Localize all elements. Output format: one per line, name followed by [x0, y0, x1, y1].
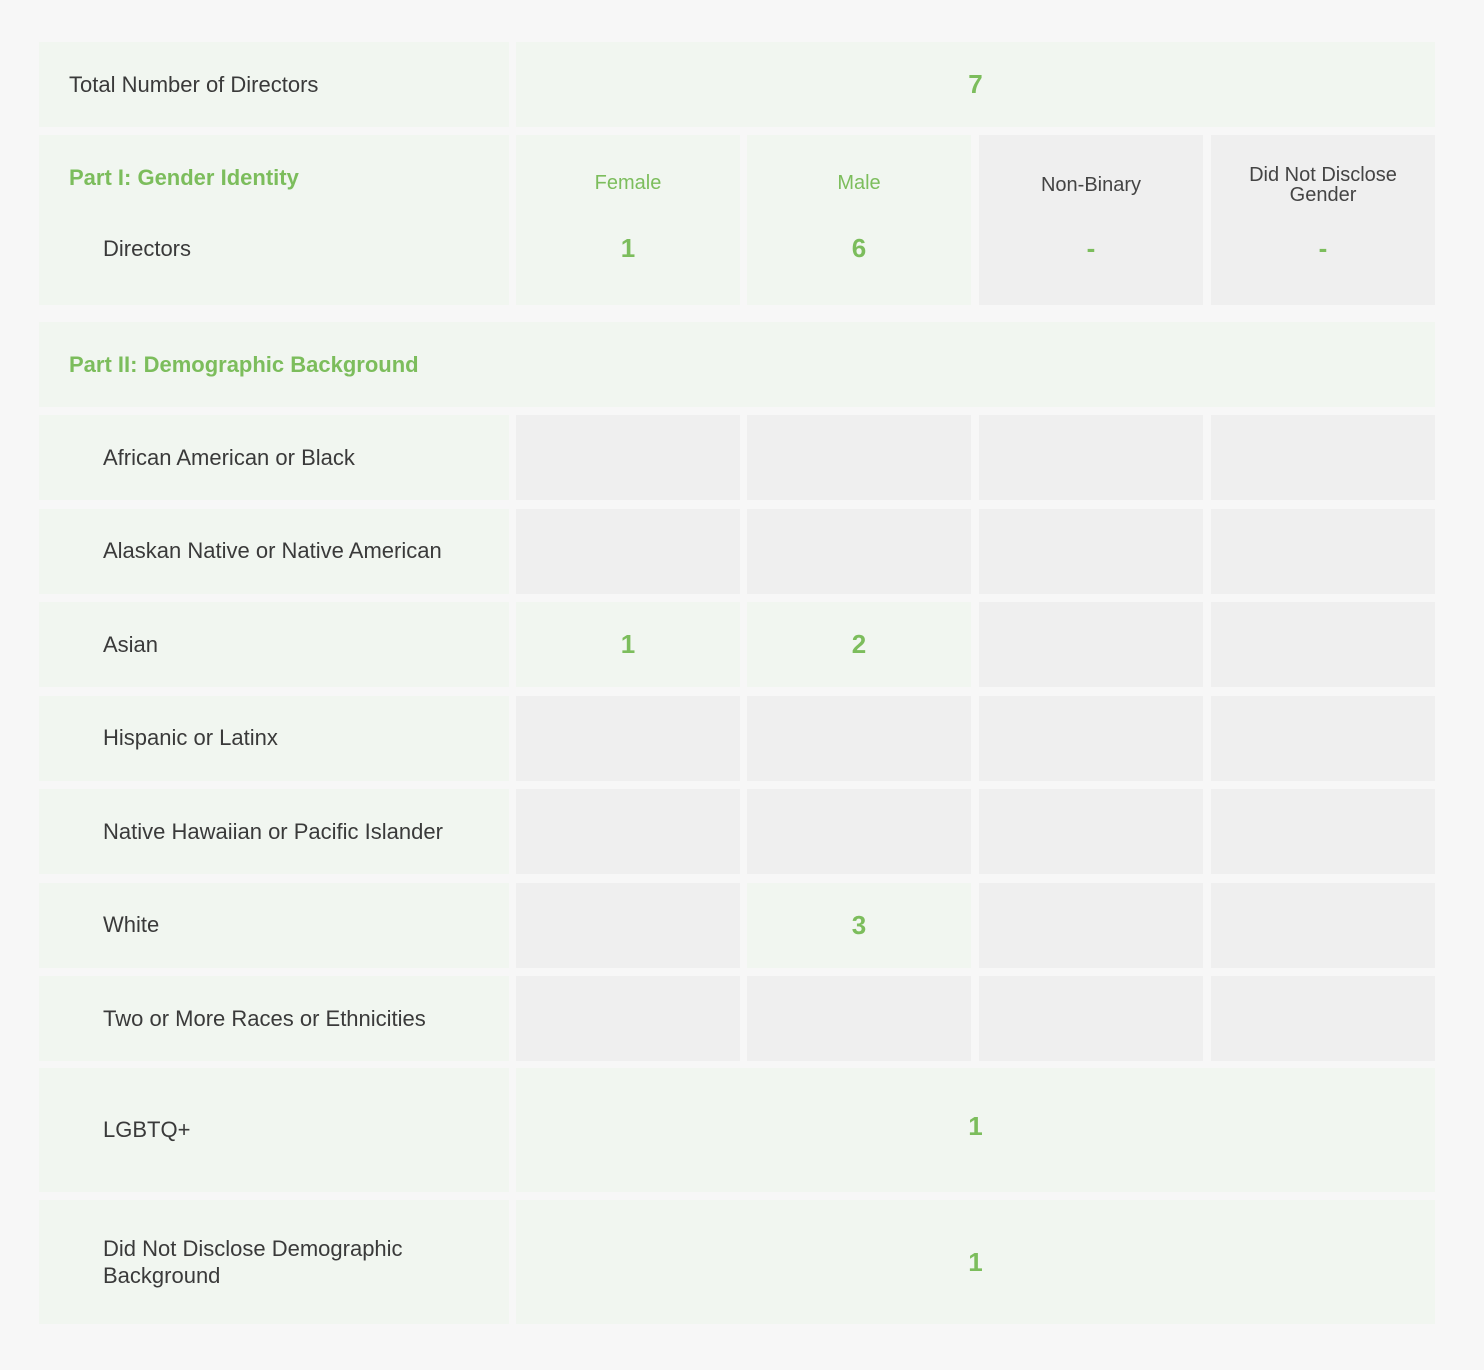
female-column [516, 135, 740, 305]
demographic-value-cell [979, 509, 1203, 594]
demographic-value-cell [747, 696, 971, 781]
male-directors-value: 6 [851, 233, 867, 263]
demographic-row-label: Alaskan Native or Native American [103, 538, 442, 563]
lgbtq-value: 1 [968, 1110, 983, 1141]
female-directors-value: 1 [620, 233, 636, 263]
nonbinary-column [979, 135, 1203, 305]
demographic-value: 3 [851, 909, 867, 940]
part1-heading: Part I: Gender Identity [69, 165, 299, 190]
part1-label-cell [39, 135, 509, 305]
demographic-value-cell [979, 883, 1203, 968]
demographic-value: 1 [620, 629, 636, 659]
male-column [747, 135, 971, 305]
demographic-row-label: White [103, 912, 160, 937]
demographic-value-cell [747, 602, 971, 687]
undisclosed-demographic-value: 1 [968, 1246, 983, 1277]
demographic-row-label: Native Hawaiian or Pacific Islander [103, 818, 443, 844]
demographic-row-label: Hispanic or Latinx [103, 725, 278, 750]
total-label-cell [39, 42, 509, 127]
demographic-value-cell [979, 602, 1203, 687]
demographic-value-cell [1211, 789, 1435, 874]
lgbtq-value-cell [516, 1068, 1435, 1192]
demographic-value-cell [516, 415, 740, 500]
undisclosed-demographic-label-cell [39, 1200, 509, 1324]
demographic-value-cell [1211, 509, 1435, 594]
demographic-value-cell [1211, 976, 1435, 1061]
lgbtq-label-cell [39, 1068, 509, 1192]
demographic-value-cell [747, 883, 971, 968]
demographic-value-cell [747, 789, 971, 874]
demographic-value-cell [979, 789, 1203, 874]
demographic-row-label-cell [39, 696, 509, 781]
directors-label: Directors [103, 236, 192, 261]
undisclosed-demographic-label: Did Not Disclose Demographic Background [103, 1236, 403, 1288]
demographic-value-cell [516, 602, 740, 687]
demographic-value-cell [1211, 696, 1435, 781]
demographic-value-cell [747, 976, 971, 1061]
demographic-value-cell [1211, 415, 1435, 500]
nonbinary-directors-value: - [1086, 233, 1096, 263]
part2-heading: Part II: Demographic Background [69, 351, 419, 377]
part2-heading-row [39, 322, 1435, 407]
total-label: Total Number of Directors [69, 71, 319, 97]
demographic-value: 2 [851, 629, 867, 659]
demographic-value-cell [516, 976, 740, 1061]
undisclosed-gender-column [1211, 135, 1435, 305]
male-header: Male [837, 172, 881, 194]
total-value: 7 [968, 69, 983, 99]
demographic-value-cell [979, 696, 1203, 781]
demographic-value-cell [516, 789, 740, 874]
demographic-row-label-cell [39, 602, 509, 687]
demographic-value-cell [979, 415, 1203, 500]
demographic-value-cell [1211, 883, 1435, 968]
demographic-row-label: Two or More Races or Ethnicities [103, 1005, 426, 1031]
undisclosed-gender-directors-value: - [1318, 233, 1328, 263]
undisclosed-gender-header: Did Not Disclose Gender [1249, 164, 1397, 206]
demographic-value-cell [516, 509, 740, 594]
total-value-cell [516, 42, 1435, 127]
demographic-value-cell [516, 883, 740, 968]
demographic-value-cell [516, 696, 740, 781]
demographic-row-label: African American or Black [103, 444, 355, 470]
demographic-row-label-cell [39, 789, 509, 874]
demographic-value-cell [1211, 602, 1435, 687]
demographic-row-label: Asian [103, 631, 159, 657]
undisclosed-demographic-value-cell [516, 1200, 1435, 1324]
demographic-row-label-cell [39, 976, 509, 1061]
demographic-row-label-cell [39, 883, 509, 968]
female-header: Female [594, 172, 662, 194]
demographic-row-label-cell [39, 415, 509, 500]
lgbtq-label: LGBTQ+ [103, 1117, 191, 1142]
nonbinary-header: Non-Binary [1040, 174, 1142, 196]
demographic-value-cell [979, 976, 1203, 1061]
demographic-value-cell [747, 415, 971, 500]
demographic-value-cell [747, 509, 971, 594]
demographic-row-label-cell [39, 509, 509, 594]
